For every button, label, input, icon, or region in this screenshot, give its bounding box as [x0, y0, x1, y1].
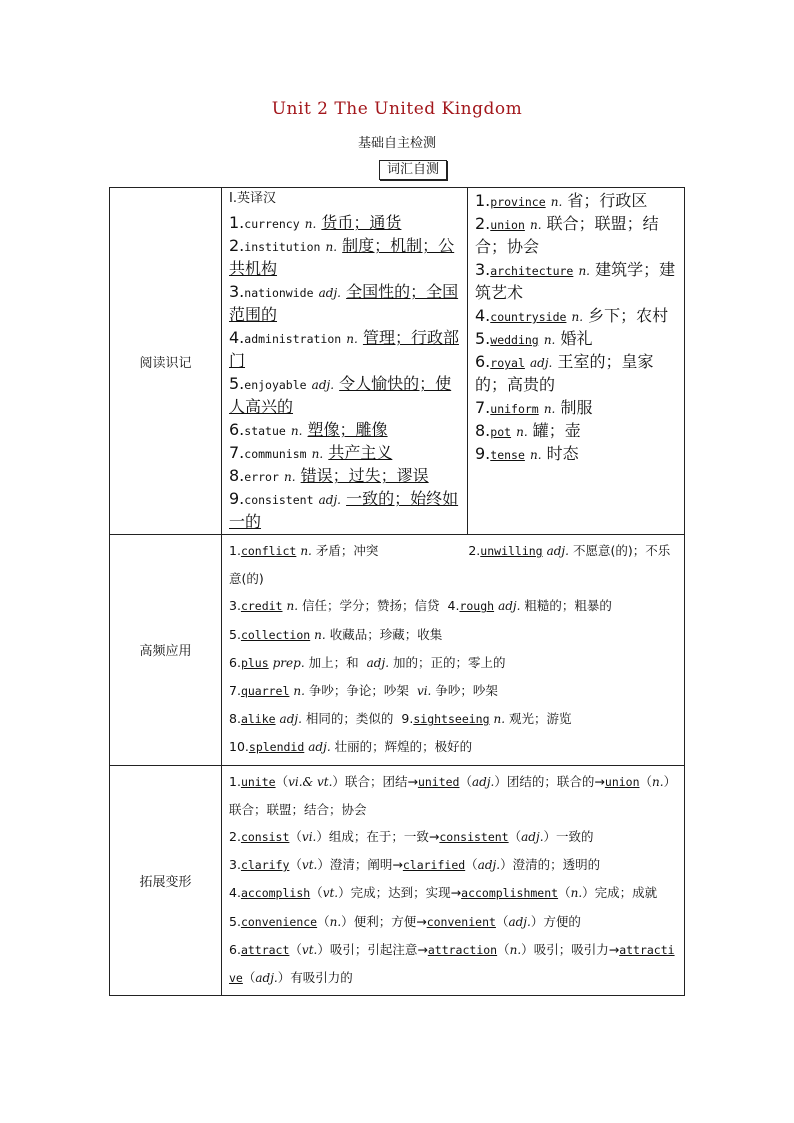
table-row-extension: [110, 765, 685, 996]
item-number: 9.: [229, 489, 245, 508]
part-of-speech: adj.: [311, 378, 335, 392]
part-of-speech: n.: [325, 240, 338, 254]
item-number: 10.: [229, 739, 249, 755]
list-item: [229, 210, 463, 233]
list-item: [475, 257, 678, 303]
item-number: 2.: [468, 543, 481, 558]
part-of-speech: adj.: [546, 544, 569, 558]
item-number: 2.: [475, 214, 491, 233]
part-of-speech: adj.: [529, 356, 553, 370]
part-of-speech: n.: [314, 627, 326, 642]
meaning: 吸引；吸引力: [533, 941, 609, 957]
meaning: 团结的；联合的: [506, 773, 595, 789]
vocab-word: convenient: [426, 914, 496, 929]
meaning: 时态: [546, 444, 579, 463]
list-item: 3.clarify（vt.）澄清；阐明→clarified（adj.）澄清的；透明的: [229, 857, 601, 873]
reading-cell: [222, 188, 685, 535]
section-subtitle: 基础自主检测: [357, 136, 436, 151]
page-title: Unit 2 The United Kingdom: [271, 99, 523, 119]
vocab-word: royal: [490, 356, 525, 370]
part-of-speech: vt.: [301, 942, 318, 957]
vocab-word: credit: [240, 599, 283, 614]
part-of-speech: adj.: [472, 774, 495, 789]
arrow-icon: →: [416, 913, 427, 929]
vocab-word: nationwide: [244, 286, 314, 300]
part-of-speech: n.: [570, 886, 583, 901]
item-number: 6.: [229, 654, 241, 670]
part-of-speech: vi.: [301, 830, 317, 845]
meaning: 收藏品；珍藏；收集: [329, 626, 443, 642]
item-number: 4.: [475, 306, 491, 325]
vocab-word: statue: [244, 424, 286, 438]
item-number: 8.: [229, 711, 241, 727]
part-of-speech: adj.: [508, 914, 531, 929]
item-number: 2.: [229, 236, 245, 255]
vocab-word: tense: [490, 448, 525, 462]
vocab-word: institution: [244, 240, 321, 254]
meaning: 完成；成就: [594, 885, 658, 901]
part-of-speech: adj.: [366, 655, 390, 670]
item-number: 5.: [229, 626, 241, 642]
list-item: [475, 418, 678, 441]
vocab-word: currency: [244, 217, 300, 231]
item-number: 1.: [475, 191, 491, 210]
item-number: 8.: [475, 421, 491, 440]
meaning: 争吵；吵架: [435, 683, 498, 699]
part-of-speech: prep.: [272, 655, 305, 670]
vocab-word: pot: [490, 425, 512, 439]
vocab-word: clarified: [402, 858, 466, 873]
part-of-speech: n.: [543, 333, 556, 347]
item-number: 5.: [229, 913, 241, 929]
vocab-word: consist: [240, 830, 290, 845]
item-number: 3.: [475, 260, 491, 279]
meaning: 矛盾；冲突: [315, 543, 379, 558]
item-number: 2.: [229, 829, 241, 845]
meaning: 观光；游览: [509, 711, 572, 727]
part-of-speech: n.: [493, 712, 506, 727]
meaning: 争吵；争论；吵架: [308, 683, 409, 699]
meaning: 吸引；引起注意: [329, 941, 418, 957]
table-row-frequent: [110, 535, 685, 766]
vocab-word: consistent: [244, 493, 314, 507]
list-item: 5.convenience（n.）便利；方便→convenient（adj.）方便的: [229, 913, 581, 929]
meaning: 壮丽的；辉煌的；极好的: [334, 739, 473, 755]
vocab-box-label: 词汇自测: [379, 160, 447, 180]
list-item: [229, 440, 463, 463]
meaning: 澄清；阐明: [329, 857, 393, 873]
item-number: 6.: [229, 941, 241, 957]
vocab-word: union: [490, 218, 525, 232]
left-column: [222, 188, 468, 534]
meaning: 全国性的；全国范围的: [229, 282, 459, 324]
list-item: [229, 371, 463, 417]
part-of-speech: n.: [286, 599, 299, 614]
part-of-speech: adj.: [318, 493, 341, 507]
item-number: 4.: [229, 328, 245, 347]
part-of-speech: n.: [304, 217, 317, 231]
category-label: 高频应用: [110, 535, 222, 766]
item-number: 6.: [475, 352, 491, 371]
item-number: 7.: [229, 683, 241, 699]
list-item: 1.unite（vi.& vt.）联合；团结→united（adj.）团结的；联合的→union（n.）联合；联盟；结合；协会: [229, 773, 677, 817]
list-item: 6.attract（vt.）吸引；引起注意→attraction（n.）吸引；吸引力→attractive（adj.）有吸引力的: [229, 941, 675, 986]
part-of-speech: n.: [529, 448, 542, 462]
part-of-speech: n.: [300, 544, 312, 558]
part-of-speech: n.: [571, 310, 584, 324]
meaning: 货币；通货: [321, 213, 402, 232]
extension-cell: [222, 765, 685, 996]
arrow-icon: →: [392, 857, 403, 873]
item-number: 5.: [475, 329, 491, 348]
item-number: 5.: [229, 374, 245, 393]
vocab-word: province: [490, 195, 546, 209]
part-of-speech: adj.: [498, 599, 521, 614]
vocab-word: plus: [240, 655, 269, 670]
part-of-speech: n.: [346, 332, 358, 346]
part-of-speech: adj.: [477, 858, 501, 873]
list-item: [229, 417, 463, 440]
meaning: 共产主义: [328, 443, 393, 462]
table-row-reading: [110, 188, 685, 535]
frequent-cell: [222, 535, 685, 766]
vocab-word: accomplish: [240, 886, 311, 901]
item-number: 8.: [229, 466, 245, 485]
list-item: [229, 537, 679, 592]
item-number: 1.: [229, 543, 241, 558]
item-number: 4.: [229, 885, 241, 901]
vocab-word: consistent: [439, 830, 509, 845]
category-label: 阅读识记: [110, 188, 222, 535]
arrow-icon: →: [594, 773, 605, 789]
list-item: [229, 621, 679, 649]
list-item: [229, 233, 463, 279]
list-item: [475, 349, 678, 395]
list-item: [229, 677, 679, 705]
vocab-word: communism: [244, 447, 307, 461]
meaning: 不愿意(的)；不乐意(的): [229, 543, 671, 587]
list-item: 4.accomplish（vt.）完成；达到；实现→accomplishment（n.）完成；成就: [229, 885, 658, 901]
item-number: 1.: [229, 213, 245, 232]
list-item: [475, 326, 678, 349]
list-item: [229, 733, 679, 761]
meaning: 错误；过失；谬误: [300, 466, 429, 485]
item-number: 9.: [401, 711, 414, 727]
meaning: 一致的: [556, 829, 594, 845]
meaning: 相同的；类似的: [305, 711, 394, 727]
vocab-word: error: [244, 470, 279, 484]
vocab-word: accomplishment: [461, 886, 559, 901]
vocab-word: unwilling: [480, 544, 543, 558]
vocab-word: quarrel: [240, 684, 290, 699]
meaning: 完成；达到；实现: [350, 885, 451, 901]
part-of-speech: n.: [290, 424, 303, 438]
vocab-word: clarify: [240, 858, 290, 873]
meaning: 加上；和: [308, 654, 359, 670]
part-of-speech: vi.& vt.: [288, 774, 333, 789]
meaning: 组成；在于；一致: [328, 829, 429, 845]
list-item: [229, 649, 679, 677]
meaning: 罐；壶: [532, 421, 581, 440]
arrow-icon: →: [608, 941, 620, 957]
vocab-word: administration: [244, 332, 342, 346]
part-of-speech: n.: [311, 447, 324, 461]
part-of-speech: n.: [543, 402, 556, 416]
meaning: 乡下；农村: [588, 306, 669, 325]
arrow-icon: →: [407, 773, 418, 789]
meaning: 塑像；雕像: [307, 420, 388, 439]
meaning: 方便的: [543, 913, 581, 929]
part-of-speech: n.: [550, 195, 563, 209]
meaning: 王室的；皇家的；高贵的: [475, 352, 654, 394]
list-item: [229, 279, 463, 325]
meaning: 加的；正的；零上的: [393, 654, 506, 670]
vocab-word: union: [604, 774, 640, 789]
vocab-word: collection: [240, 627, 311, 642]
list-item: [229, 705, 679, 733]
meaning: 粗糙的；粗暴的: [524, 598, 612, 614]
meaning: 令人愉快的；使人高兴的: [229, 374, 452, 416]
item-number: 4.: [447, 598, 460, 614]
part-of-speech: adj.: [521, 830, 544, 845]
part-of-speech: n.: [293, 684, 305, 699]
vocab-word: conflict: [240, 544, 297, 558]
meaning: 一致的；始终如一的: [229, 489, 459, 531]
vocab-word: unite: [240, 774, 276, 789]
part-of-speech: vt.: [301, 858, 318, 873]
vocab-word: rough: [459, 599, 495, 614]
meaning: 信任；学分；赞扬；信贷: [302, 598, 440, 614]
list-item: [475, 441, 678, 464]
meaning: 建筑学；建筑艺术: [475, 260, 676, 302]
meaning: 联合；联盟；结合；协会: [229, 801, 367, 817]
part-of-speech: n.: [516, 425, 528, 439]
vocab-word: united: [417, 774, 460, 789]
item-number: 3.: [229, 857, 241, 873]
meaning: 制度；机制；公共机构: [229, 236, 455, 278]
part-of-speech: adj.: [318, 286, 341, 300]
list-item: [229, 463, 463, 486]
item-number: 7.: [229, 443, 245, 462]
part-of-speech: adj.: [255, 971, 278, 986]
list-item: [229, 486, 463, 532]
meaning: 管理；行政部门: [229, 328, 459, 370]
item-number: 6.: [229, 420, 245, 439]
vocab-word: splendid: [248, 740, 305, 755]
meaning: 联合；联盟；结合；协会: [475, 214, 659, 256]
list-item: [475, 303, 678, 326]
category-label: 拓展变形: [110, 765, 222, 996]
arrow-icon: →: [417, 941, 428, 957]
vocab-word: uniform: [490, 402, 539, 416]
vocab-word: architecture: [490, 264, 574, 278]
meaning: 便利；方便: [353, 913, 417, 929]
arrow-icon: →: [428, 829, 440, 845]
meaning: 婚礼: [560, 329, 593, 348]
part-of-speech: vi.: [416, 684, 432, 699]
vocab-word: countryside: [490, 310, 567, 324]
part-of-speech: adj.: [308, 740, 331, 755]
part-of-speech: vt.: [322, 886, 339, 901]
item-number: 1.: [229, 773, 241, 789]
part-of-speech: adj.: [279, 712, 302, 727]
part-of-speech: n.: [578, 264, 590, 278]
meaning: 省；行政区: [567, 191, 648, 210]
part-of-speech: n.: [283, 470, 296, 484]
meaning: 澄清的；透明的: [512, 857, 601, 873]
vocab-word: attractive: [229, 942, 675, 986]
part-of-speech: n.: [509, 942, 522, 957]
arrow-icon: →: [450, 885, 462, 901]
list-item: [475, 395, 678, 418]
item-number: 3.: [229, 598, 241, 614]
list-item: [475, 188, 678, 211]
item-number: 3.: [229, 282, 245, 301]
part-of-speech: n.: [652, 774, 664, 789]
vocab-table: [109, 187, 685, 996]
vocab-word: attraction: [427, 942, 498, 957]
vocab-word: enjoyable: [244, 378, 307, 392]
list-item: [229, 592, 679, 620]
vocab-word: wedding: [490, 333, 539, 347]
vocab-word: alike: [240, 712, 276, 727]
vocab-word: attract: [240, 942, 290, 957]
exercise-heading: Ⅰ.英译汉: [229, 191, 276, 206]
vocab-word: convenience: [240, 914, 318, 929]
part-of-speech: n.: [329, 914, 342, 929]
item-number: 9.: [475, 444, 491, 463]
meaning: 制服: [560, 398, 593, 417]
item-number: 7.: [475, 398, 491, 417]
meaning: 有吸引力的: [290, 970, 353, 986]
list-item: [229, 325, 463, 371]
vocab-word: sightseeing: [413, 712, 490, 727]
list-item: [475, 211, 678, 257]
list-item: 2.consist（vi.）组成；在于；一致→consistent（adj.）一致的: [229, 829, 594, 845]
part-of-speech: n.: [529, 218, 542, 232]
right-column: [468, 188, 684, 534]
meaning: 联合；团结: [344, 773, 408, 789]
